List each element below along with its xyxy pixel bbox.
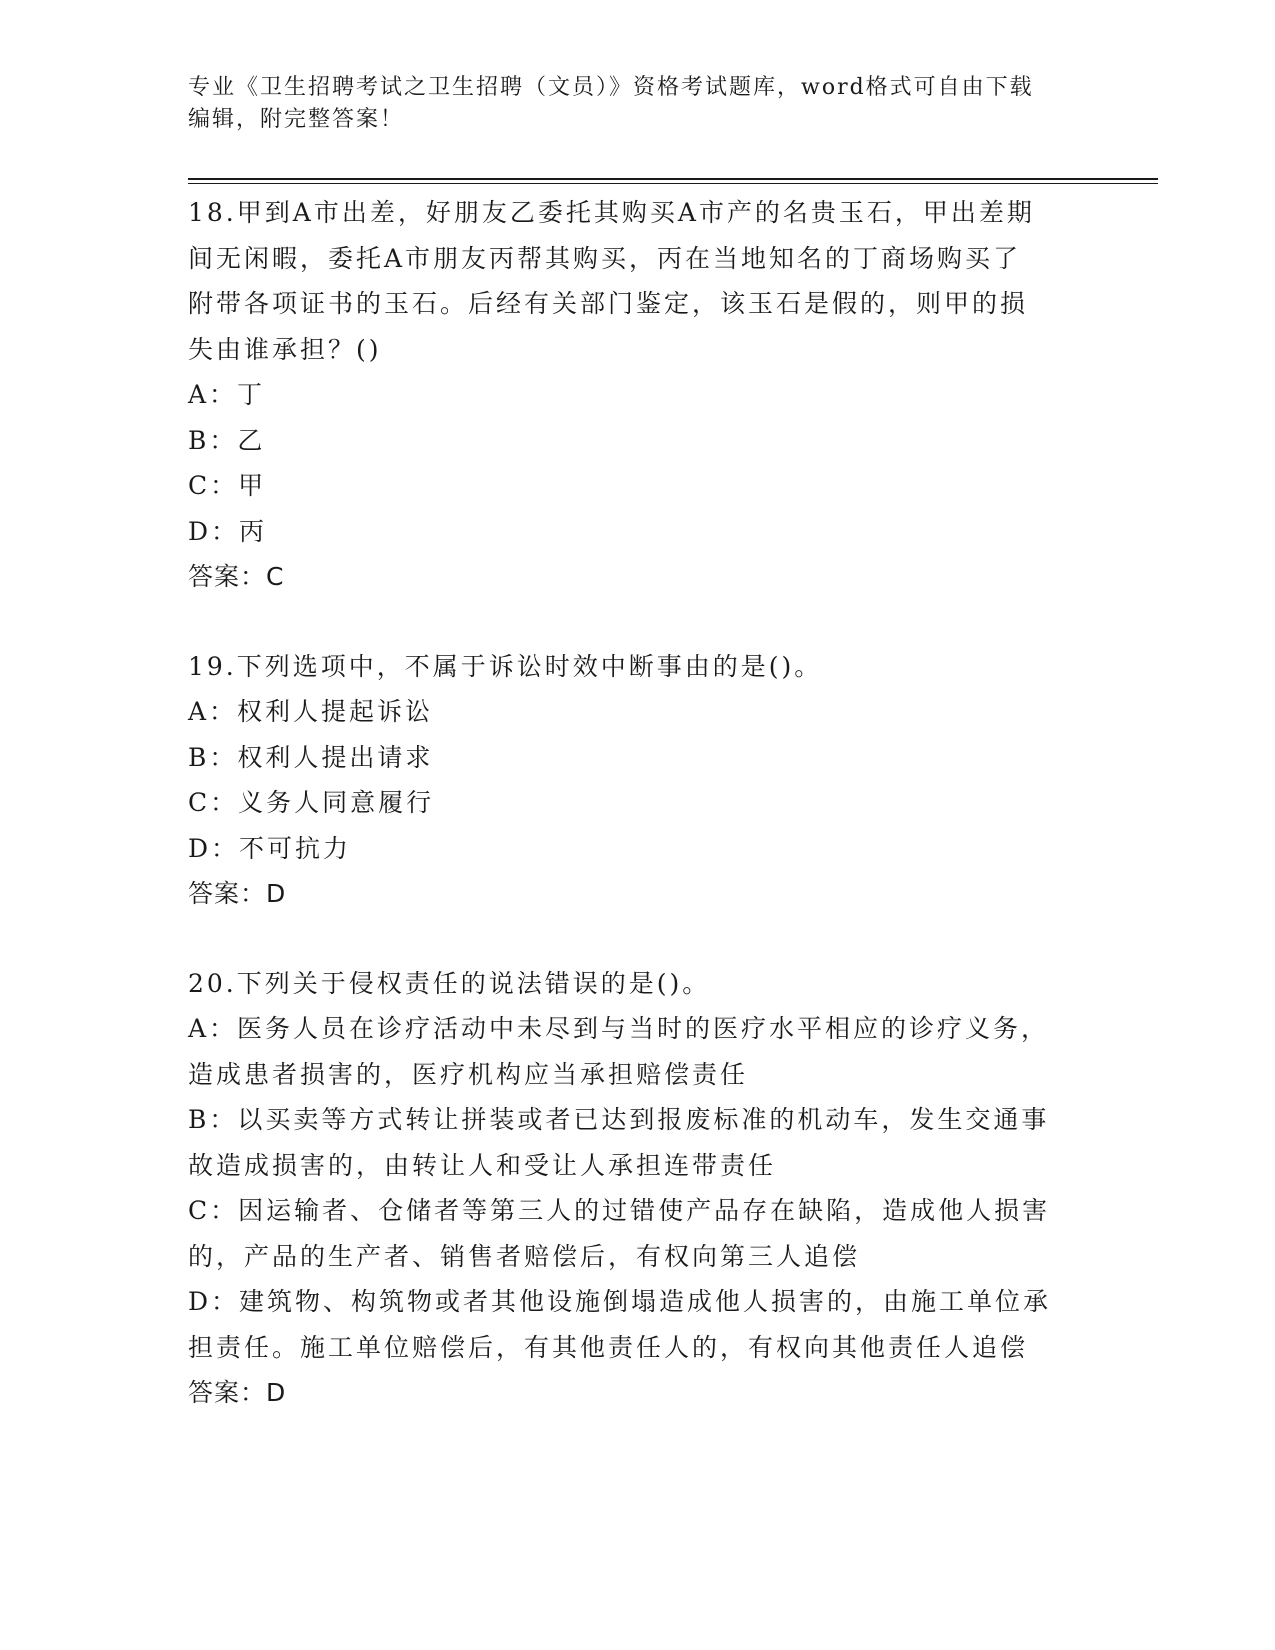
question-19 <box>188 644 1088 917</box>
header-rule-thin <box>188 183 1158 184</box>
question-18 <box>188 190 1088 600</box>
option-c: C：义务人同意履行 <box>188 788 435 817</box>
option-d: D：丙 <box>188 516 268 546</box>
page-header: 专业《卫生招聘考试之卫生招聘（文员）》资格考试题库，word格式可自由下载 编辑，附完整答案！ <box>188 75 1034 132</box>
option-b: B：乙 <box>188 425 266 455</box>
question-stem-line: 附带各项证书的玉石。后经有关部门鉴定，该玉石是假的，则甲的损 <box>188 289 1029 318</box>
option-b-continued: 故造成损害的，由转让人和受让人承担连带责任 <box>188 1150 777 1180</box>
question-20 <box>188 961 1088 1416</box>
option-d: D：不可抗力 <box>188 833 352 863</box>
answer-line: 答案：D <box>188 879 287 908</box>
question-list <box>188 190 1088 1460</box>
option-d-continued: 担责任。施工单位赔偿后，有其他责任人的，有权向其他责任人追偿 <box>188 1332 1029 1362</box>
option-c: C：甲 <box>188 471 267 500</box>
option-a: A：权利人提起诉讼 <box>188 697 434 726</box>
question-stem-line: 间无闲暇，委托A市朋友丙帮其购买，丙在当地知名的丁商场购买了 <box>188 243 1022 273</box>
option-a-continued: 造成患者损害的，医疗机构应当承担赔偿责任 <box>188 1059 749 1089</box>
option-b: B：权利人提出请求 <box>188 742 434 772</box>
header-rule-thick <box>188 178 1158 180</box>
option-a: A：丁 <box>188 380 266 409</box>
answer-line: 答案：C <box>188 562 285 591</box>
option-d: D：建筑物、构筑物或者其他设施倒塌造成他人损害的，由施工单位承 <box>188 1287 1052 1316</box>
option-b: B：以买卖等方式转让拼装或者已达到报废标准的机动车，发生交通事 <box>188 1105 1050 1134</box>
option-c-continued: 的，产品的生产者、销售者赔偿后，有权向第三人追偿 <box>188 1241 861 1271</box>
question-stem-line: 18.甲到A市出差，好朋友乙委托其购买A市产的名贵玉石，甲出差期 <box>188 198 1035 227</box>
question-stem-line: 20.下列关于侵权责任的说法错误的是()。 <box>188 968 711 998</box>
option-a: A：医务人员在诊疗活动中未尽到与当时的医疗水平相应的诊疗义务， <box>188 1014 1050 1043</box>
question-stem-line: 失由谁承担？() <box>188 334 382 364</box>
question-stem-line: 19.下列选项中，不属于诉讼时效中断事由的是()。 <box>188 651 823 681</box>
option-c: C：因运输者、仓储者等第三人的过错使产品存在缺陷，造成他人损害 <box>188 1196 1051 1225</box>
answer-line: 答案：D <box>188 1378 287 1407</box>
